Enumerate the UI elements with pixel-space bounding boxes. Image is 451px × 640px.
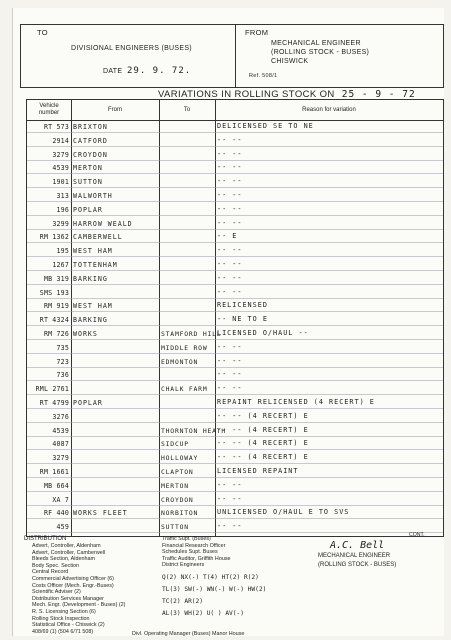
variation-reason: -- -- — [217, 522, 243, 531]
district-codes — [162, 572, 266, 620]
distribution-item: Commercial Advertising Officer (6) — [32, 575, 114, 582]
to-garage: MERTON — [161, 481, 189, 490]
from-garage: POPLAR — [73, 205, 103, 214]
to-garage: THORNTON HEATH — [161, 426, 227, 435]
vehicle-number: SMS 193 — [39, 288, 69, 297]
table-row — [27, 328, 443, 341]
vehicle-number: RT 4324 — [39, 316, 69, 325]
vehicle-number: 3276 — [52, 412, 69, 421]
table-row — [27, 204, 443, 217]
distribution-item: Advert, Controller, Aldenham — [32, 543, 101, 549]
table-row — [27, 287, 443, 300]
distribution-item: 408/69 (1) (504 6/71 508) — [32, 628, 94, 635]
vehicle-number: RT 573 — [43, 123, 69, 131]
vehicle-number: 196 — [56, 205, 69, 214]
variation-reason: -- -- — [217, 149, 243, 158]
table-row — [27, 507, 443, 520]
variation-reason: UNLICENSED O/HAUL E TO SVS — [217, 508, 350, 517]
variation-reason: -- -- — [217, 494, 243, 503]
table-row — [27, 383, 443, 396]
row-rule — [27, 298, 443, 299]
distribution-item: Scientific Adviser (2) — [32, 589, 81, 596]
distribution-item: Financial Research Officer — [162, 542, 226, 549]
variation-reason: -- -- — [217, 204, 243, 213]
from-garage: HARROW WEALD — [73, 219, 133, 228]
row-rule — [27, 394, 443, 395]
row-rule — [27, 422, 443, 423]
distribution-item: Schedules Supt. Buses — [162, 549, 218, 556]
variation-reason: -- -- — [217, 287, 243, 296]
from-line2: (ROLLING STOCK - BUSES) — [271, 49, 370, 56]
table-row — [27, 466, 443, 479]
vehicle-number: 3299 — [52, 219, 69, 228]
from-garage: MERTON — [73, 164, 103, 173]
table-row — [27, 314, 443, 327]
col-header-to: To — [183, 107, 191, 113]
distribution-item: R. S. Licensing Section (6) — [32, 608, 96, 615]
distribution-item: Central Record — [32, 569, 69, 576]
row-rule — [27, 463, 443, 464]
vehicle-number: RT 4799 — [39, 399, 69, 407]
variation-reason: -- -- — [217, 384, 243, 393]
vehicle-number: 4087 — [52, 440, 69, 449]
from-garage: SUTTON — [73, 178, 103, 187]
from-garage: CATFORD — [73, 136, 108, 145]
vehicle-number: 735 — [56, 343, 69, 352]
vehicle-number: 3279 — [52, 454, 69, 463]
row-rule — [27, 367, 443, 368]
row-rule — [27, 215, 443, 216]
header-divider — [235, 25, 236, 87]
variation-reason: -- -- (4 RECERT) E — [217, 453, 309, 462]
from-garage: WEST HAM — [73, 302, 113, 311]
variation-reason: -- -- — [217, 370, 243, 379]
from-garage: TOTTENHAM — [73, 261, 118, 269]
distribution-item: Bleeds Section, Aldenham — [32, 556, 95, 563]
variation-reason: -- -- — [217, 218, 243, 227]
to-garage: SUTTON — [161, 523, 189, 532]
vehicle-number: XA 7 — [52, 495, 69, 504]
variation-reason: -- NE TO E — [217, 315, 268, 324]
vehicle-number: 3279 — [52, 150, 69, 159]
distribution-item: Rolling Stock Inspection — [32, 615, 90, 622]
table-row — [27, 135, 443, 148]
from-garage: WEST HAM — [73, 247, 113, 256]
district-code-line: TL(3) SW(-) WN(-) W(-) HW(2) — [162, 586, 267, 593]
row-rule — [27, 491, 443, 492]
table-row — [27, 259, 443, 272]
from-garage: CROYDON — [73, 150, 108, 159]
to-name: DIVISIONAL ENGINEERS (BUSES) — [71, 45, 192, 52]
signature: A.C. Bell — [330, 540, 385, 551]
row-rule — [27, 353, 443, 354]
vehicle-number: 736 — [56, 371, 69, 380]
variation-reason: LICENSED REPAINT — [217, 467, 299, 475]
variation-reason: REPAINT RELICENSED (4 RECERT) E — [217, 398, 375, 406]
col-header-vehicle: Vehicle number — [38, 103, 60, 116]
to-garage: CROYDON — [161, 495, 194, 504]
variations-table — [26, 99, 444, 537]
to-garage: EDMONTON — [161, 357, 199, 366]
bottom-line: Divl. Operating Manager (Buses) Manor House — [132, 631, 245, 637]
table-row — [27, 300, 443, 313]
table-row — [27, 438, 443, 451]
row-rule — [27, 380, 443, 381]
distribution-item: Traffic Auditor, Griffith House — [162, 555, 231, 562]
row-rule — [27, 532, 443, 533]
table-row — [27, 231, 443, 244]
distribution-item: Statistical Office - Chiswick (2) — [32, 622, 105, 629]
vehicle-number: RF 440 — [43, 509, 69, 518]
row-rule — [27, 201, 443, 202]
variation-reason: -- -- (4 RECERT) E — [217, 425, 309, 434]
vehicle-number: RM 1362 — [39, 233, 69, 242]
to-garage: STAMFORD HILL — [161, 330, 222, 338]
variation-reason: -- -- — [217, 246, 243, 255]
vehicle-number: 313 — [56, 192, 69, 200]
distribution-right-list — [162, 536, 231, 569]
to-garage: NORBITON — [161, 509, 199, 518]
table-row — [27, 494, 443, 507]
table-row — [27, 397, 443, 410]
title-date: 25 - 9 - 72 — [341, 89, 416, 100]
table-row — [27, 356, 443, 369]
distribution-item: Costs Officer (Mech. Engr.-Buses) — [32, 582, 114, 589]
row-rule — [27, 477, 443, 478]
variation-reason: -- -- (4 RECERT) E — [217, 439, 309, 448]
row-rule — [27, 229, 443, 230]
vehicle-number: 195 — [56, 247, 69, 256]
vehicle-number: 4539 — [52, 164, 69, 173]
title-text: VARIATIONS IN ROLLING STOCK ON — [158, 89, 335, 100]
variation-reason: DELICENSED SE TO NE — [217, 122, 314, 130]
variation-reason: -- -- — [217, 191, 243, 199]
district-code-line: Q(2) NX(-) T(4) HT(2) R(2) — [162, 574, 259, 581]
to-garage: SIDCUP — [161, 440, 189, 449]
continued-note: CONT. — [409, 532, 425, 538]
row-rule — [27, 146, 443, 147]
to-garage: MIDDLE ROW — [161, 343, 208, 352]
from-garage: BARKING — [73, 274, 108, 283]
distribution-item: District Engineers — [162, 562, 205, 569]
row-rule — [27, 505, 443, 506]
vehicle-number: 459 — [56, 523, 69, 532]
row-rule — [27, 187, 443, 188]
vehicle-number: 4539 — [52, 426, 69, 435]
ref-number: Ref. 508/1 — [249, 73, 278, 79]
from-line3: CHISWICK — [271, 58, 309, 65]
row-rule — [27, 339, 443, 340]
to-garage: CLAPTON — [161, 468, 194, 476]
table-row — [27, 190, 443, 203]
variation-reason: -- -- — [217, 480, 243, 489]
vehicle-number: RM 726 — [43, 330, 69, 338]
district-code-line: AL(3) WH(2) U( ) AV(-) — [162, 610, 244, 617]
row-rule — [27, 173, 443, 174]
table-row — [27, 273, 443, 286]
vehicle-number: RML 2761 — [35, 385, 69, 394]
from-garage: BRIXTON — [73, 123, 108, 131]
from-garage: CAMBERWELL — [73, 233, 123, 242]
table-row — [27, 218, 443, 231]
header-box — [20, 24, 444, 88]
from-garage: WORKS FLEET — [73, 509, 128, 518]
col-header-reason: Reason for variation — [302, 107, 356, 113]
row-rule — [27, 311, 443, 312]
col-header-from: From — [108, 107, 122, 113]
row-rule — [27, 284, 443, 285]
signature-title2: (ROLLING STOCK - BUSES) — [318, 562, 397, 568]
row-rule — [27, 325, 443, 326]
vehicle-number: RM 1661 — [39, 468, 69, 476]
vehicle-number: 1901 — [52, 178, 69, 187]
table-row — [27, 480, 443, 493]
table-row — [27, 245, 443, 258]
table-row — [27, 176, 443, 189]
variation-reason: RELICENSED — [217, 301, 268, 310]
vehicle-number: 2914 — [52, 136, 69, 145]
distribution-list — [32, 543, 125, 635]
table-row — [27, 425, 443, 438]
vehicle-number: MB 664 — [43, 481, 69, 490]
row-rule — [27, 408, 443, 409]
from-garage: POPLAR — [73, 399, 103, 407]
from-garage: BARKING — [73, 316, 108, 325]
variation-reason: -- -- — [217, 177, 243, 186]
row-rule — [27, 270, 443, 271]
to-label: TO — [37, 28, 48, 37]
variation-reason: -- -- — [217, 342, 243, 351]
row-rule — [27, 160, 443, 161]
variation-reason: -- -- (4 RECERT) E — [217, 411, 309, 420]
distribution-item: Traffic Supt. (Buses) — [162, 536, 211, 542]
from-garage: WORKS — [73, 330, 98, 338]
district-code-line: TC(2) AR(2) — [162, 598, 203, 605]
distribution-item: Body Spec. Section — [32, 562, 80, 569]
row-rule — [27, 132, 443, 133]
table-row — [27, 411, 443, 424]
variation-reason: -- E — [217, 232, 238, 241]
table-row — [27, 121, 443, 134]
from-line1: MECHANICAL ENGINEER — [271, 40, 361, 47]
distribution-item: Distribution Services Manager — [32, 595, 104, 602]
row-rule — [27, 242, 443, 243]
variation-reason: -- -- — [217, 163, 243, 172]
date-value: 29. 9. 72. — [127, 66, 192, 76]
variation-reason: -- -- — [217, 356, 243, 365]
table-row — [27, 521, 443, 534]
vehicle-number: MB 319 — [43, 274, 69, 283]
distribution-item: Mech. Engr. (Development - Buses) (2) — [32, 602, 126, 609]
date-label: DATE — [103, 68, 123, 75]
vehicle-number: 723 — [56, 357, 69, 366]
row-rule — [27, 436, 443, 437]
row-rule — [27, 518, 443, 519]
distribution-item: Advert, Controller, Camberwell — [32, 549, 106, 556]
variation-reason: -- -- — [217, 260, 243, 268]
variation-reason: LICENSED O/HAUL -- — [217, 329, 309, 337]
table-row — [27, 162, 443, 175]
from-garage: WALWORTH — [73, 192, 113, 200]
from-label: FROM — [245, 28, 269, 37]
table-row — [27, 452, 443, 465]
variation-reason: -- -- — [217, 135, 243, 144]
row-rule — [27, 449, 443, 450]
to-garage: CHALK FARM — [161, 385, 208, 394]
row-rule — [27, 256, 443, 257]
distribution-heading: DISTRIBUTION — [24, 536, 67, 542]
table-row — [27, 342, 443, 355]
variation-reason: -- -- — [217, 273, 243, 282]
table-row — [27, 149, 443, 162]
to-garage: HOLLOWAY — [161, 454, 199, 463]
vehicle-number: 1267 — [52, 261, 69, 269]
table-row — [27, 369, 443, 382]
signature-title1: MECHANICAL ENGINEER — [318, 553, 391, 559]
vehicle-number: RM 919 — [43, 302, 69, 311]
